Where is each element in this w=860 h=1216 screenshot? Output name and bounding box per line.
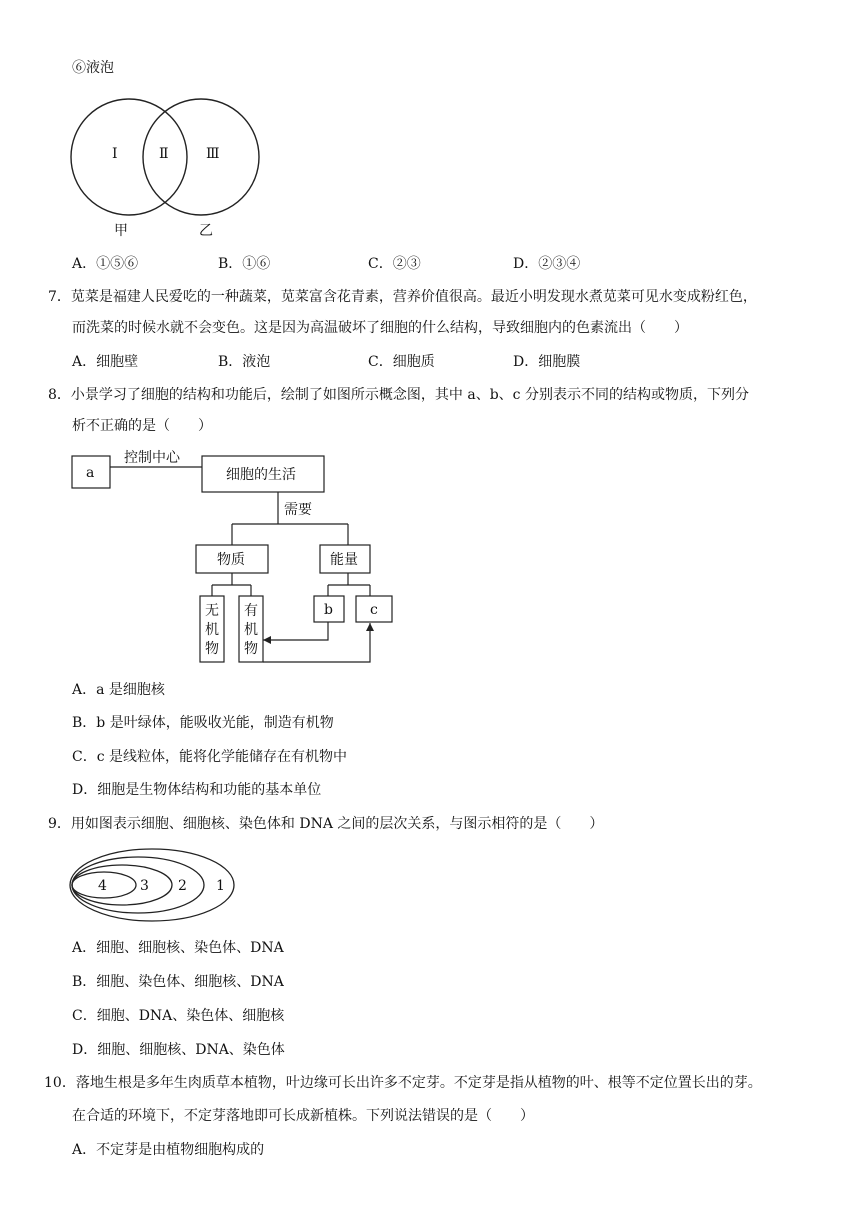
venn-label-right: 乙 [199,223,213,239]
ellipse-label-2: 2 [178,878,187,894]
q9-option-b[interactable]: B．细胞、染色体、细胞核、DNA [72,974,284,990]
map-need-label: 需要 [284,502,312,518]
concept-map [64,448,404,670]
q8-option-a[interactable]: A．a 是细胞核 [72,682,165,698]
map-organic-char-2: 机 [244,622,258,638]
q6-option-d[interactable]: D．②③④ [513,256,581,272]
venn-region-2: Ⅱ [159,146,169,162]
venn-region-3: Ⅲ [206,146,220,162]
q7-option-a[interactable]: A．细胞壁 [72,354,139,370]
q7-stem-line2: 而洗菜的时候水就不会变色。这是因为高温破坏了细胞的什么结构，导致细胞内的色素流出（ ） [72,320,688,336]
map-inorganic-char-2: 机 [205,622,219,638]
q10-stem-line1: 10．落地生根是多年生肉质草本植物，叶边缘可长出许多不定芽。不定芽是指从植物的叶、根等不定位置长出的芽。 [44,1075,762,1091]
q6-tail-line: ⑥液泡 [72,60,114,76]
q7-option-c[interactable]: C．细胞质 [368,354,435,370]
map-matter-label: 物质 [217,552,245,568]
map-b-label: b [324,602,333,618]
q8-option-c[interactable]: C．c 是线粒体，能将化学能储存在有机物中 [72,749,348,765]
map-control-label: 控制中心 [124,450,180,466]
q9-option-d[interactable]: D．细胞、细胞核、DNA、染色体 [72,1042,285,1058]
venn-label-left: 甲 [114,223,128,239]
q7-stem-line1: 7．苋菜是福建人民爱吃的一种蔬菜，苋菜富含花青素，营养价值很高。最近小明发现水煮苋菜可见水变成粉红色， [48,289,757,305]
q6-option-c[interactable]: C．②③ [368,256,421,272]
map-inorganic-char-3: 物 [205,641,219,657]
q9-option-a[interactable]: A．细胞、细胞核、染色体、DNA [72,940,284,956]
map-energy-label: 能量 [330,552,358,568]
q10-stem-line2: 在合适的环境下，不定芽落地即可长成新植株。下列说法错误的是（ ） [72,1108,534,1124]
q8-stem-line2: 析不正确的是（ ） [72,418,212,434]
q7-option-d[interactable]: D．细胞膜 [513,354,581,370]
map-organic-char-3: 物 [244,641,258,657]
ellipse-label-1: 1 [216,878,225,894]
venn-region-1: Ⅰ [112,146,118,162]
map-a-label: a [86,465,95,481]
q9-stem: 9．用如图表示细胞、细胞核、染色体和 DNA 之间的层次关系，与图示相符的是（ ） [48,816,604,832]
q8-option-b[interactable]: B．b 是叶绿体，能吸收光能，制造有机物 [72,715,334,731]
map-c-label: c [370,602,378,618]
map-cell-life-label: 细胞的生活 [226,467,296,483]
q10-option-a[interactable]: A．不定芽是由植物细胞构成的 [72,1142,265,1158]
map-inorganic-char-1: 无 [205,603,219,619]
ellipse-label-3: 3 [140,878,149,894]
q9-option-c[interactable]: C．细胞、DNA、染色体、细胞核 [72,1008,285,1024]
q8-option-d[interactable]: D．细胞是生物体结构和功能的基本单位 [72,782,322,798]
q8-stem-line1: 8．小景学习了细胞的结构和功能后，绘制了如图所示概念图，其中 a、b、c 分别表示不同的结构或物质，下列分 [48,387,749,403]
q7-option-b[interactable]: B．液泡 [218,354,271,370]
q6-option-b[interactable]: B．①⑥ [218,256,271,272]
nested-ellipses-diagram [66,846,242,924]
q6-option-a[interactable]: A．①⑤⑥ [72,256,139,272]
ellipse-label-4: 4 [98,878,107,894]
map-organic-char-1: 有 [244,603,258,619]
venn-diagram [64,92,274,248]
